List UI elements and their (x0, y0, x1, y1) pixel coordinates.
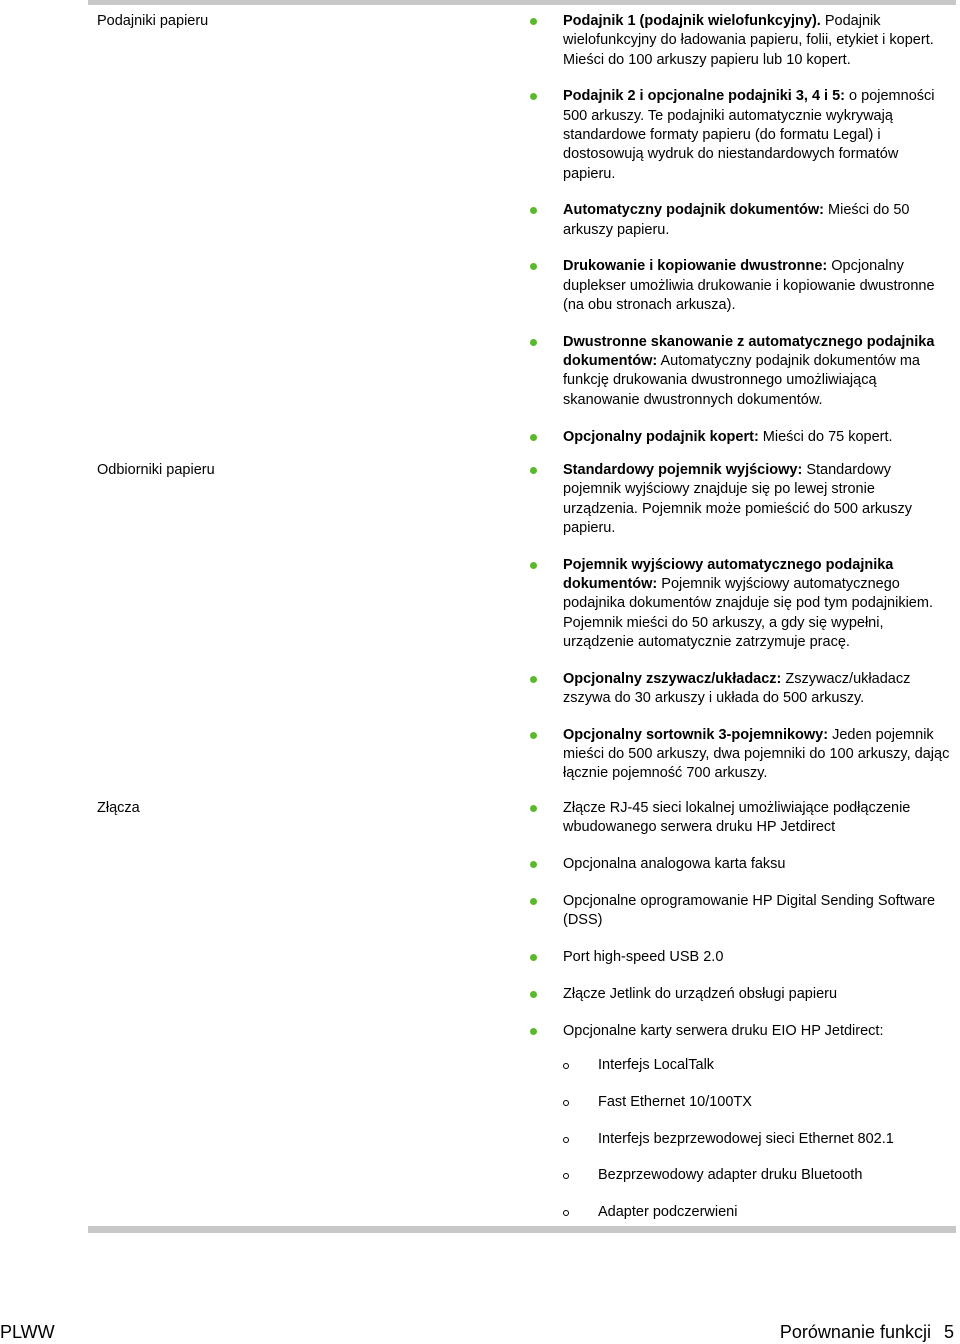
list-item (530, 799, 950, 838)
sub-list-item (563, 1093, 943, 1130)
bullet-list (530, 12, 950, 464)
list-item (530, 855, 950, 874)
item-title: Opcjonalny zszywacz/układacz: (563, 670, 782, 687)
item-text: Jeden pojemnik mieści do 500 arkuszy, dwa pojemniki do 100 arkuszy, dając łącznie pojemność 700 arkuszy. (563, 726, 950, 782)
sub-bullet-icon (563, 1173, 569, 1179)
item-text: Automatyczny podajnik dokumentów ma funkcję drukowania dwustronnego umożliwiającą skanowanie dwustronnych dokumentów. (563, 353, 920, 408)
list-item (530, 461, 950, 538)
item-text: Podajnik wielofunkcyjny do ładowania papieru, folii, etykiet i kopert. Mieści do 100 arkuszy papieru lub 10 kopert. (563, 13, 934, 68)
bullet-icon (530, 805, 537, 812)
bullet-icon (530, 991, 537, 998)
list-item (530, 257, 950, 315)
item-text: Zszywacz/układacz zszywa do 30 arkuszy i układa do 500 arkuszy. (563, 670, 911, 706)
sub-item-text: Adapter podczerwieni (598, 1204, 738, 1221)
bullet-icon (530, 954, 537, 961)
list-item (530, 201, 950, 240)
bullet-icon (530, 861, 537, 868)
item-title: Podajnik 1 (podajnik wielofunkcyjny). (563, 13, 821, 29)
sub-list-item (563, 1130, 943, 1167)
item-text: Port high-speed USB 2.0 (563, 948, 724, 965)
sub-list (563, 1056, 943, 1240)
sub-item-text: Interfejs bezprzewodowej sieci Ethernet 802.1 (598, 1130, 894, 1147)
item-title: Dwustronne skanowanie z automatycznego podajnika dokumentów: (563, 333, 935, 370)
item-title: Podajnik 2 i opcjonalne podajniki 3, 4 i 5: (563, 88, 846, 105)
sub-item-text: Interfejs LocalTalk (598, 1057, 715, 1073)
bullet-icon (530, 467, 537, 474)
bullet-icon (530, 562, 537, 569)
sub-list-item (563, 1056, 943, 1093)
bullet-icon (530, 18, 537, 25)
list-item (530, 670, 950, 709)
list-item (530, 428, 950, 447)
list-item (530, 726, 950, 784)
list-item (530, 985, 950, 1004)
page-number: 5 (943, 1322, 954, 1342)
bullet-list (530, 799, 950, 1058)
section-label: Odbiorniki papieru (97, 462, 215, 478)
item-text: o pojemności 500 arkuszy. Te podajniki automatycznie wykrywają standardowe formaty papieru (do formatu Legal) i dostosowują wydruk do niestandardowych formatów papieru. (563, 88, 935, 182)
bullet-list (530, 461, 950, 801)
sub-bullet-icon (563, 1063, 569, 1069)
list-item (530, 87, 950, 183)
list-item (530, 556, 950, 652)
item-text: Złącze RJ-45 sieci lokalnej umożliwiające podłączenie wbudowanego serwera druku HP Jetdirect (563, 800, 911, 836)
bullet-icon (530, 93, 537, 100)
item-text: Opcjonalne karty serwera druku EIO HP Jetdirect: (563, 1022, 884, 1039)
list-item (530, 12, 950, 70)
footer-section-title: Porównanie funkcji (779, 1322, 931, 1342)
list-item (530, 948, 950, 967)
item-text: Złącze Jetlink do urządzeń obsługi papieru (563, 985, 838, 1002)
bullet-icon (530, 339, 537, 346)
sub-list-item (563, 1166, 943, 1203)
list-item (530, 1022, 950, 1041)
bullet-icon (530, 1028, 537, 1035)
sub-bullet-icon (563, 1100, 569, 1106)
item-title: Opcjonalny sortownik 3-pojemnikowy: (563, 726, 829, 743)
item-text: Pojemnik wyjściowy automatycznego podajnika dokumentów znajduje się pod tym podajnikiem. Pojemnik mieści do 50 arkuszy, a gdy się wypełni, urządzenie automatycznie zatrzymuje pracę. (563, 575, 933, 650)
top-rule (88, 0, 956, 5)
item-title: Standardowy pojemnik wyjściowy: (563, 462, 803, 478)
footer-doc-code: PLWW (0, 1322, 55, 1342)
item-text: Opcjonalna analogowa karta faksu (563, 856, 786, 873)
section-label: Podajniki papieru (97, 13, 209, 29)
section-label: Złącza (97, 800, 140, 816)
list-item (530, 333, 950, 410)
bullet-icon (530, 263, 537, 270)
sub-bullet-icon (563, 1137, 569, 1143)
bullet-icon (530, 898, 537, 905)
sub-list-item (563, 1203, 943, 1240)
bullet-icon (530, 732, 537, 739)
item-title: Opcjonalny podajnik kopert: (563, 428, 759, 445)
item-text: Opcjonalny duplekser umożliwia drukowanie i kopiowanie dwustronne (na obu stronach arkusza). (563, 258, 935, 314)
item-title: Drukowanie i kopiowanie dwustronne: (563, 258, 828, 275)
sub-bullet-icon (563, 1210, 569, 1216)
bullet-icon (530, 207, 537, 214)
page-footer (0, 1319, 960, 1344)
item-title: Automatyczny podajnik dokumentów: (563, 202, 825, 219)
bullet-icon (530, 434, 537, 441)
bullet-icon (530, 676, 537, 683)
bottom-rule (88, 1226, 956, 1233)
list-item (530, 892, 950, 931)
sub-item-text: Fast Ethernet 10/100TX (598, 1093, 752, 1110)
item-text: Mieści do 75 kopert. (758, 428, 893, 445)
item-title: Pojemnik wyjściowy automatycznego podajnika dokumentów: (563, 556, 894, 592)
sub-item-text: Bezprzewodowy adapter druku Bluetooth (598, 1167, 863, 1184)
item-text: Mieści do 50 arkuszy papieru. (563, 202, 910, 238)
item-text: Opcjonalne oprogramowanie HP Digital Sending Software (DSS) (563, 892, 936, 929)
item-text: Standardowy pojemnik wyjściowy znajduje się po lewej stronie urządzenia. Pojemnik może pomieścić do 500 arkuszy papieru. (563, 462, 912, 536)
